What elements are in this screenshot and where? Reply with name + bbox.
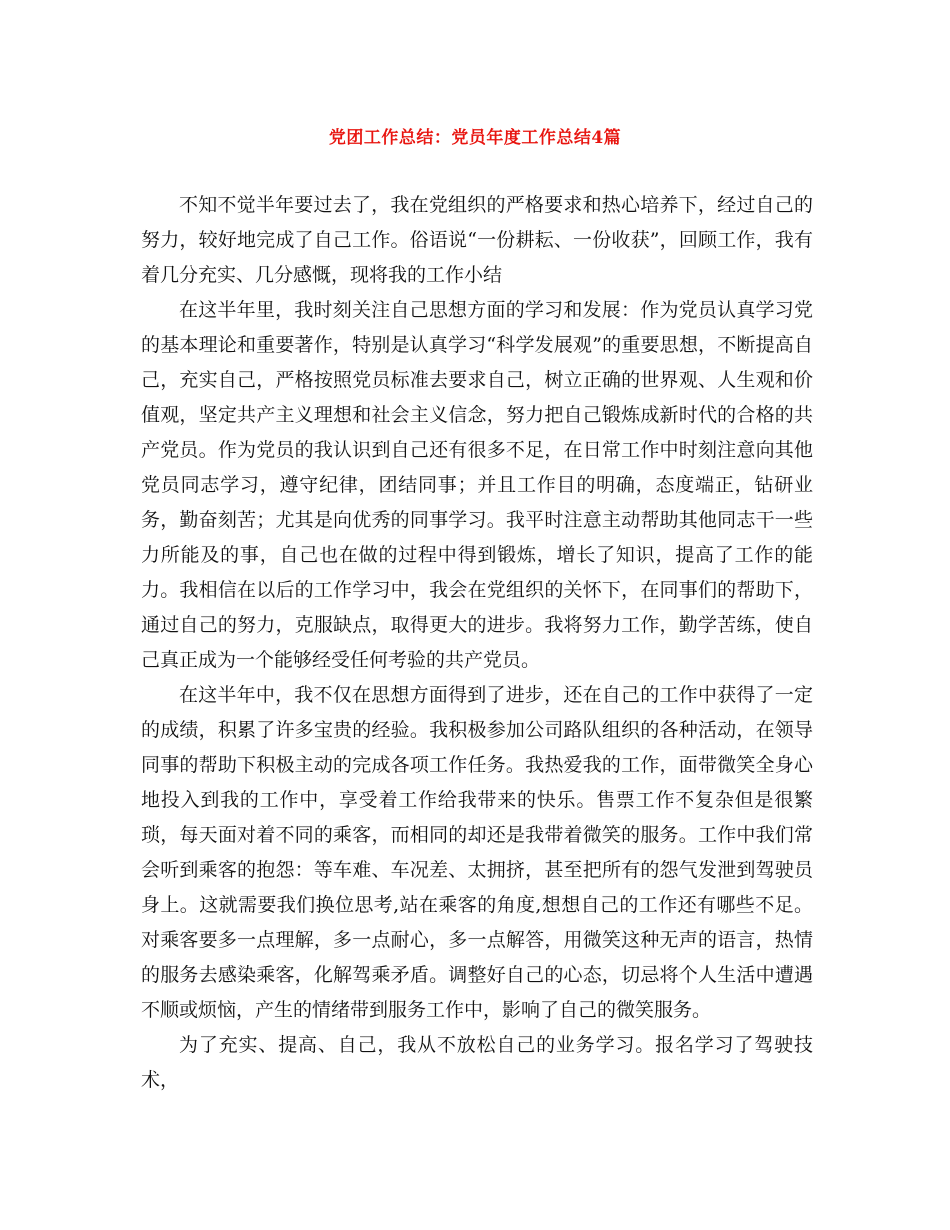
paragraph-2: 在这半年里，我时刻关注自己思想方面的学习和发展：作为党员认真学习党的基本理论和重要著作，特别是认真学习“科学发展观”的重要思想，不断提高自己，充实自己，严格按照党员标准去要求自己，树立正确的世界观、人生观和价值观，坚定共产主义理想和社会主义信念，努力把自己锻炼成新时代的合格的共产党员。作为党员的我认识到自己还有很多不足，在日常工作中时刻注意向其他党员同志学习，遵守纪律，团结同事；并且工作目的明确，态度端正，钻研业务，勤奋刻苦；尤其是向优秀的同事学习。我平时注意主动帮助其他同志干一些力所能及的事，自己也在做的过程中得到锻炼，增长了知识，提高了工作的能力。我相信在以后的工作学习中，我会在党组织的关怀下，在同事们的帮助下，通过自己的努力，克服缺点，取得更大的进步。我将努力工作，勤学苦练，使自己真正成为一个能够经受任何考验的共产党员。 <box>141 299 813 671</box>
document-title: 党团工作总结：党员年度工作总结4篇 <box>328 128 622 148</box>
paragraph-3: 在这半年中，我不仅在思想方面得到了进步，还在自己的工作中获得了一定的成绩，积累了许多宝贵的经验。我积极参加公司路队组织的各种活动，在领导同事的帮助下积极主动的完成各项工作任务。我热爱我的工作，面带微笑全身心地投入到我的工作中，享受着工作给我带来的快乐。售票工作不复杂但是很繁琐，每天面对着不同的乘客，而相同的却还是我带着微笑的服务。工作中我们常会听到乘客的抱怨：等车难、车况差、太拥挤，甚至把所有的怨气发泄到驾驶员身上。这就需要我们换位思考,站在乘客的角度,想想自己的工作还有哪些不足。对乘客要多一点理解，多一点耐心，多一点解答，用微笑这种无声的语言，热情的服务去感染乘客，化解驾乘矛盾。调整好自己的心态，切忌将个人生活中遭遇不顺或烦恼，产生的情绪带到服务工作中，影响了自己的微笑服务。 <box>141 684 813 1021</box>
paragraph-1: 不知不觉半年要过去了，我在党组织的严格要求和热心培养下，经过自己的努力，较好地完成了自己工作。俗语说“一份耕耘、一份收获”，回顾工作，我有着几分充实、几分感慨，现将我的工作小结 <box>141 194 813 286</box>
document-body <box>141 188 813 1098</box>
paragraph-4: 为了充实、提高、自己，我从不放松自己的业务学习。报名学习了驾驶技术， <box>141 1034 813 1091</box>
